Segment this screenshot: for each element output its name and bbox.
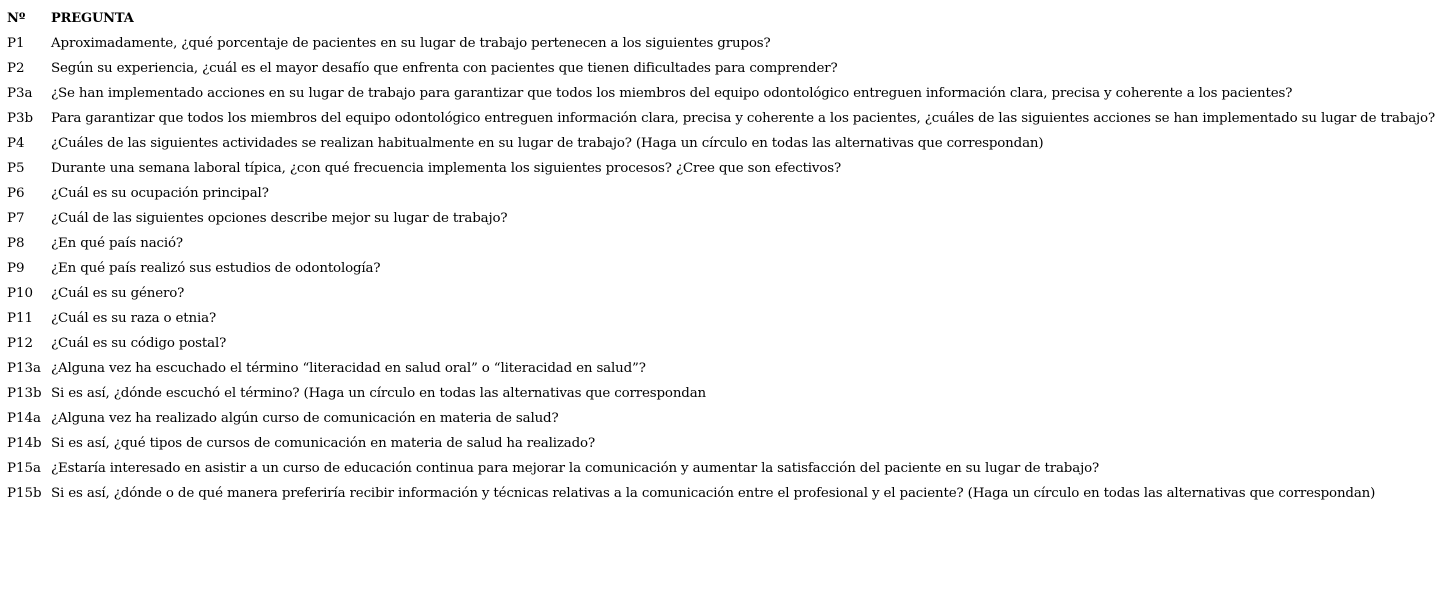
table-row — [7, 131, 1443, 156]
table-row — [7, 181, 1443, 206]
question-code: P3a — [7, 86, 33, 101]
question-code: P10 — [7, 286, 34, 301]
question-text: ¿Cuál es su código postal? — [51, 336, 227, 351]
question-code: P6 — [7, 186, 25, 201]
header-number: Nº — [7, 11, 26, 26]
question-text: ¿Se han implementado acciones en su lugar de trabajo para garantizar que todos los miembros del equipo odontológico entreguen información clara, precisa y coherente a los pacientes? — [51, 86, 1293, 101]
table-row — [7, 306, 1443, 331]
table-row — [7, 481, 1443, 506]
table-row — [7, 256, 1443, 281]
question-code: P5 — [7, 161, 25, 176]
table-row — [7, 231, 1443, 256]
question-text: ¿Alguna vez ha realizado algún curso de comunicación en materia de salud? — [51, 411, 559, 426]
question-text: Durante una semana laboral típica, ¿con qué frecuencia implementa los siguientes procesos? ¿Cree que son efectivos? — [51, 161, 842, 176]
question-code: P14a — [7, 411, 42, 426]
header-question: PREGUNTA — [51, 11, 134, 26]
question-code: P15b — [7, 486, 42, 501]
question-list — [7, 31, 1443, 506]
question-text: ¿Estaría interesado en asistir a un curso de educación continua para mejorar la comunicación y aumentar la satisfacción del paciente en su lugar de trabajo? — [51, 461, 1100, 476]
question-text: ¿Cuál es su raza o etnia? — [51, 311, 216, 326]
question-text: Según su experiencia, ¿cuál es el mayor desafío que enfrenta con pacientes que tienen dificultades para comprender? — [51, 61, 838, 76]
table-header-row — [7, 6, 1443, 31]
question-code: P7 — [7, 211, 25, 226]
table-row — [7, 331, 1443, 356]
question-text: Para garantizar que todos los miembros del equipo odontológico entreguen información clara, precisa y coherente a los pacientes, ¿cuáles de las siguientes acciones se han implementado su lugar de trabajo? — [51, 111, 1435, 126]
table-row — [7, 281, 1443, 306]
table-row — [7, 31, 1443, 56]
question-text: ¿Cuál es su ocupación principal? — [51, 186, 269, 201]
question-text: ¿Cuáles de las siguientes actividades se realizan habitualmente en su lugar de trabajo? (Haga un círculo en todas las alternativas que correspondan) — [51, 136, 1044, 151]
question-code: P14b — [7, 436, 42, 451]
question-text: Si es así, ¿dónde escuchó el término? (Haga un círculo en todas las alternativas que correspondan — [51, 386, 707, 401]
question-code: P2 — [7, 61, 25, 76]
question-text: ¿Alguna vez ha escuchado el término “literacidad en salud oral” o “literacidad en salud”? — [51, 361, 646, 376]
table-row — [7, 381, 1443, 406]
question-text: ¿Cuál de las siguientes opciones describe mejor su lugar de trabajo? — [51, 211, 508, 226]
question-code: P11 — [7, 311, 34, 326]
question-text: Aproximadamente, ¿qué porcentaje de pacientes en su lugar de trabajo pertenecen a los siguientes grupos? — [51, 36, 771, 51]
question-text: Si es así, ¿qué tipos de cursos de comunicación en materia de salud ha realizado? — [51, 436, 595, 451]
table-row — [7, 81, 1443, 106]
table-row — [7, 431, 1443, 456]
question-text: ¿En qué país realizó sus estudios de odontología? — [51, 261, 381, 276]
table-row — [7, 406, 1443, 431]
question-code: P1 — [7, 36, 25, 51]
question-code: P13b — [7, 386, 42, 401]
question-text: ¿En qué país nació? — [51, 236, 183, 251]
question-code: P3b — [7, 111, 34, 126]
question-code: P12 — [7, 336, 34, 351]
table-row — [7, 206, 1443, 231]
question-table — [7, 6, 1443, 506]
table-row — [7, 106, 1443, 131]
table-row — [7, 156, 1443, 181]
table-row — [7, 356, 1443, 381]
table-row — [7, 56, 1443, 81]
question-code: P13a — [7, 361, 42, 376]
question-code: P4 — [7, 136, 25, 151]
question-code: P8 — [7, 236, 25, 251]
question-code: P9 — [7, 261, 25, 276]
question-code: P15a — [7, 461, 42, 476]
question-text: Si es así, ¿dónde o de qué manera preferiría recibir información y técnicas relativas a la comunicación entre el profesional y el paciente? (Haga un círculo en todas las alternativas que correspondan) — [51, 486, 1376, 501]
question-text: ¿Cuál es su género? — [51, 286, 185, 301]
table-row — [7, 456, 1443, 481]
